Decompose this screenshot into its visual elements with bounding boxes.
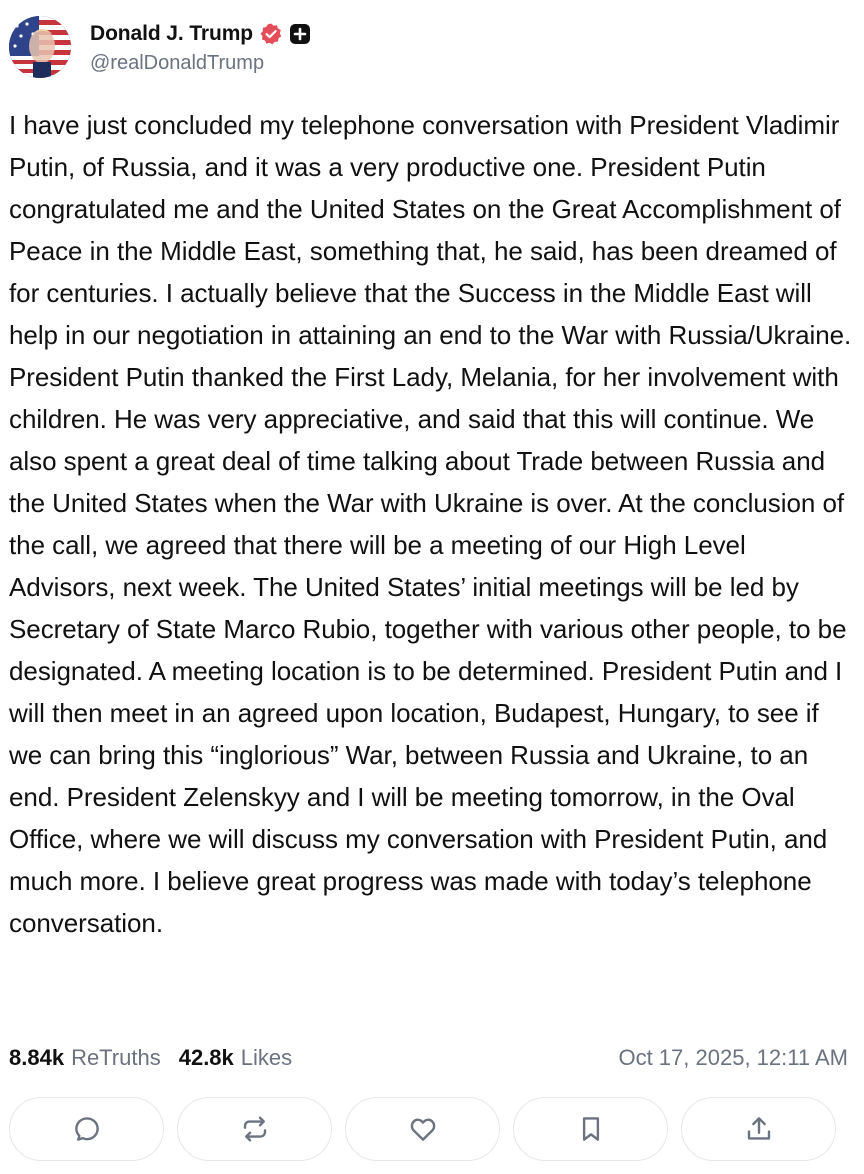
post-header <box>9 15 311 79</box>
avatar[interactable] <box>9 16 71 78</box>
avatar-flag-portrait-icon <box>9 16 71 78</box>
verified-badge-icon <box>259 22 283 46</box>
user-handle[interactable]: @realDonaldTrump <box>90 52 265 74</box>
display-name[interactable]: Donald J. Trump <box>90 22 254 45</box>
bookmark-button[interactable] <box>513 1097 668 1161</box>
retruths-count: 8.84k <box>9 1045 65 1070</box>
name-row <box>90 19 311 49</box>
bookmark-icon <box>576 1114 606 1144</box>
like-icon <box>408 1114 438 1144</box>
retruths-label: ReTruths <box>71 1045 161 1070</box>
post-timestamp[interactable]: Oct 17, 2025, 12:11 AM <box>618 1045 848 1070</box>
reply-icon <box>72 1114 102 1144</box>
like-button[interactable] <box>345 1097 500 1161</box>
post-text: I have just concluded my telephone conversation with President Vladimir Putin, of Russia, and it was a very productive one. President Putin congratulated me and the United States on the Great Accomplishment of Peace in the Middle East, something that, he said, has been dreamed of for centuries. I actually believe that the Success in the Middle East will help in our negotiation in attaining an end to the War with Russia/Ukraine. President Putin thanked the First Lady, Melania, for her involvement with children. He was very appreciative, and said that this will continue. We also spent a great deal of time talking about Trade between Russia and the United States when the War with Ukraine is over. At the conclusion of the call, we agreed that there will be a meeting of our High Level Advisors, next week. The United States’ initial meetings will be led by Secretary of State Marco Rubio, together with various other people, to be designated. A meeting location is to be determined. President Putin and I will then meet in an agreed upon location, Budapest, Hungary, to see if we can bring this “inglorious” War, between Russia and Ukraine, to an end. President Zelenskyy and I will be meeting tomorrow, in the Oval Office, where we will discuss my conversation with President Putin, and much more. I believe great progress was made with today’s telephone conversation. <box>9 110 852 938</box>
likes-stat[interactable] <box>179 1045 292 1071</box>
user-meta <box>90 19 311 75</box>
retruths-stat[interactable] <box>9 1045 161 1071</box>
likes-label: Likes <box>240 1045 293 1070</box>
reply-button[interactable] <box>9 1097 164 1161</box>
post-stats <box>9 1040 848 1076</box>
share-icon <box>744 1114 774 1144</box>
share-button[interactable] <box>681 1097 836 1161</box>
retruth-button[interactable] <box>177 1097 332 1161</box>
likes-count: 42.8k <box>178 1045 234 1070</box>
action-bar <box>9 1097 849 1163</box>
retruth-icon <box>240 1114 270 1144</box>
plus-badge-icon <box>289 23 311 45</box>
